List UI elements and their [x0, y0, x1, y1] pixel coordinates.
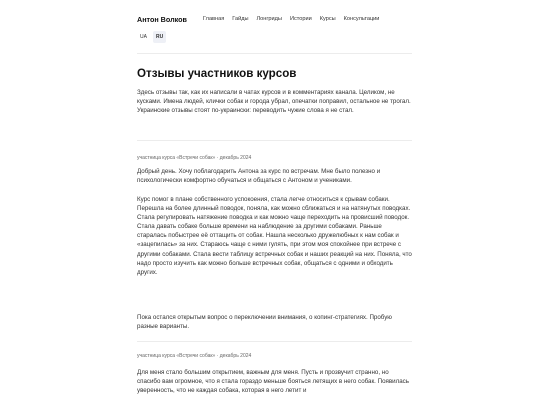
review-meta: участница курса «Встречи собак» · декабрь 2024: [137, 155, 252, 161]
nav-guides[interactable]: Гайды: [232, 16, 249, 22]
review-divider: [137, 341, 412, 342]
lang-ru[interactable]: RU: [153, 31, 166, 43]
nav-home[interactable]: Главная: [202, 16, 225, 22]
page-title: Отзывы участников курсов: [137, 67, 297, 80]
site-brand[interactable]: Антон Волков: [137, 14, 187, 24]
review-meta: участница курса «Встречи собак» · декабрь 2024: [137, 353, 252, 359]
main-nav: [203, 16, 387, 22]
review-paragraph: Для меня стало большим открытием, важным для меня. Пусть и прозвучит странно, но спасибо вам огромное, что я стала гораздо меньше бояться летящих в него собак. Появилась уверенность, что не каждая собака, которая в него летит и: [137, 369, 409, 395]
site-header: [137, 13, 412, 25]
intro-divider: [137, 140, 412, 141]
nav-courses[interactable]: Курсы: [319, 16, 336, 22]
nav-consultations[interactable]: Консультации: [343, 16, 380, 22]
review-paragraph: Пока остался открытым вопрос о переключении внимания, о копинг-стратегиях. Пробую разные варианты.: [137, 314, 392, 331]
language-switcher: [137, 31, 166, 43]
lang-ua[interactable]: UA: [140, 34, 147, 40]
review-paragraph: Курс помог в плане собственного успокоения, стала легче относиться к срывам собаки. Перешла на более длинный поводок, поняла, как можно сближаться и на натянутых поводках. Стала регулировать натяжение поводка и как можно чаще переходить на провисший поводок. Стала давать собаке больше времени на наблюдение за другими собаками. Раньше старалась побыстрее её оттащить от собак. Нашла несколько дружелюбных к нам собак и «зацепилась» за них. Стараюсь чаще с ними гулять, при этом моя спокойнее при встрече с другими собаками. Стала вести таблицу встречных собак и наших реакций на них. Поняла, что надо просто изучить как можно больше встречных собак, общаться с одними и обходить других.: [137, 196, 412, 276]
review-paragraph: Добрый день. Хочу поблагодарить Антона за курс по встречам. Мне было полезно и психологически комфортно обучаться и общаться с Антоном и учениками.: [137, 168, 381, 185]
header-divider: [137, 53, 412, 54]
nav-stories[interactable]: Истории: [289, 16, 312, 22]
intro-text: Здесь отзывы так, как их написали в чатах курсов и в комментариях канала. Целиком, не кусками. Имена людей, клички собак и города убрал, опечатки поправил, остальное не трогал. Украинские отзывы стоят по-украински: переводить чужие слова я не стал.: [137, 89, 411, 115]
nav-longreads[interactable]: Лонгриды: [256, 16, 282, 22]
